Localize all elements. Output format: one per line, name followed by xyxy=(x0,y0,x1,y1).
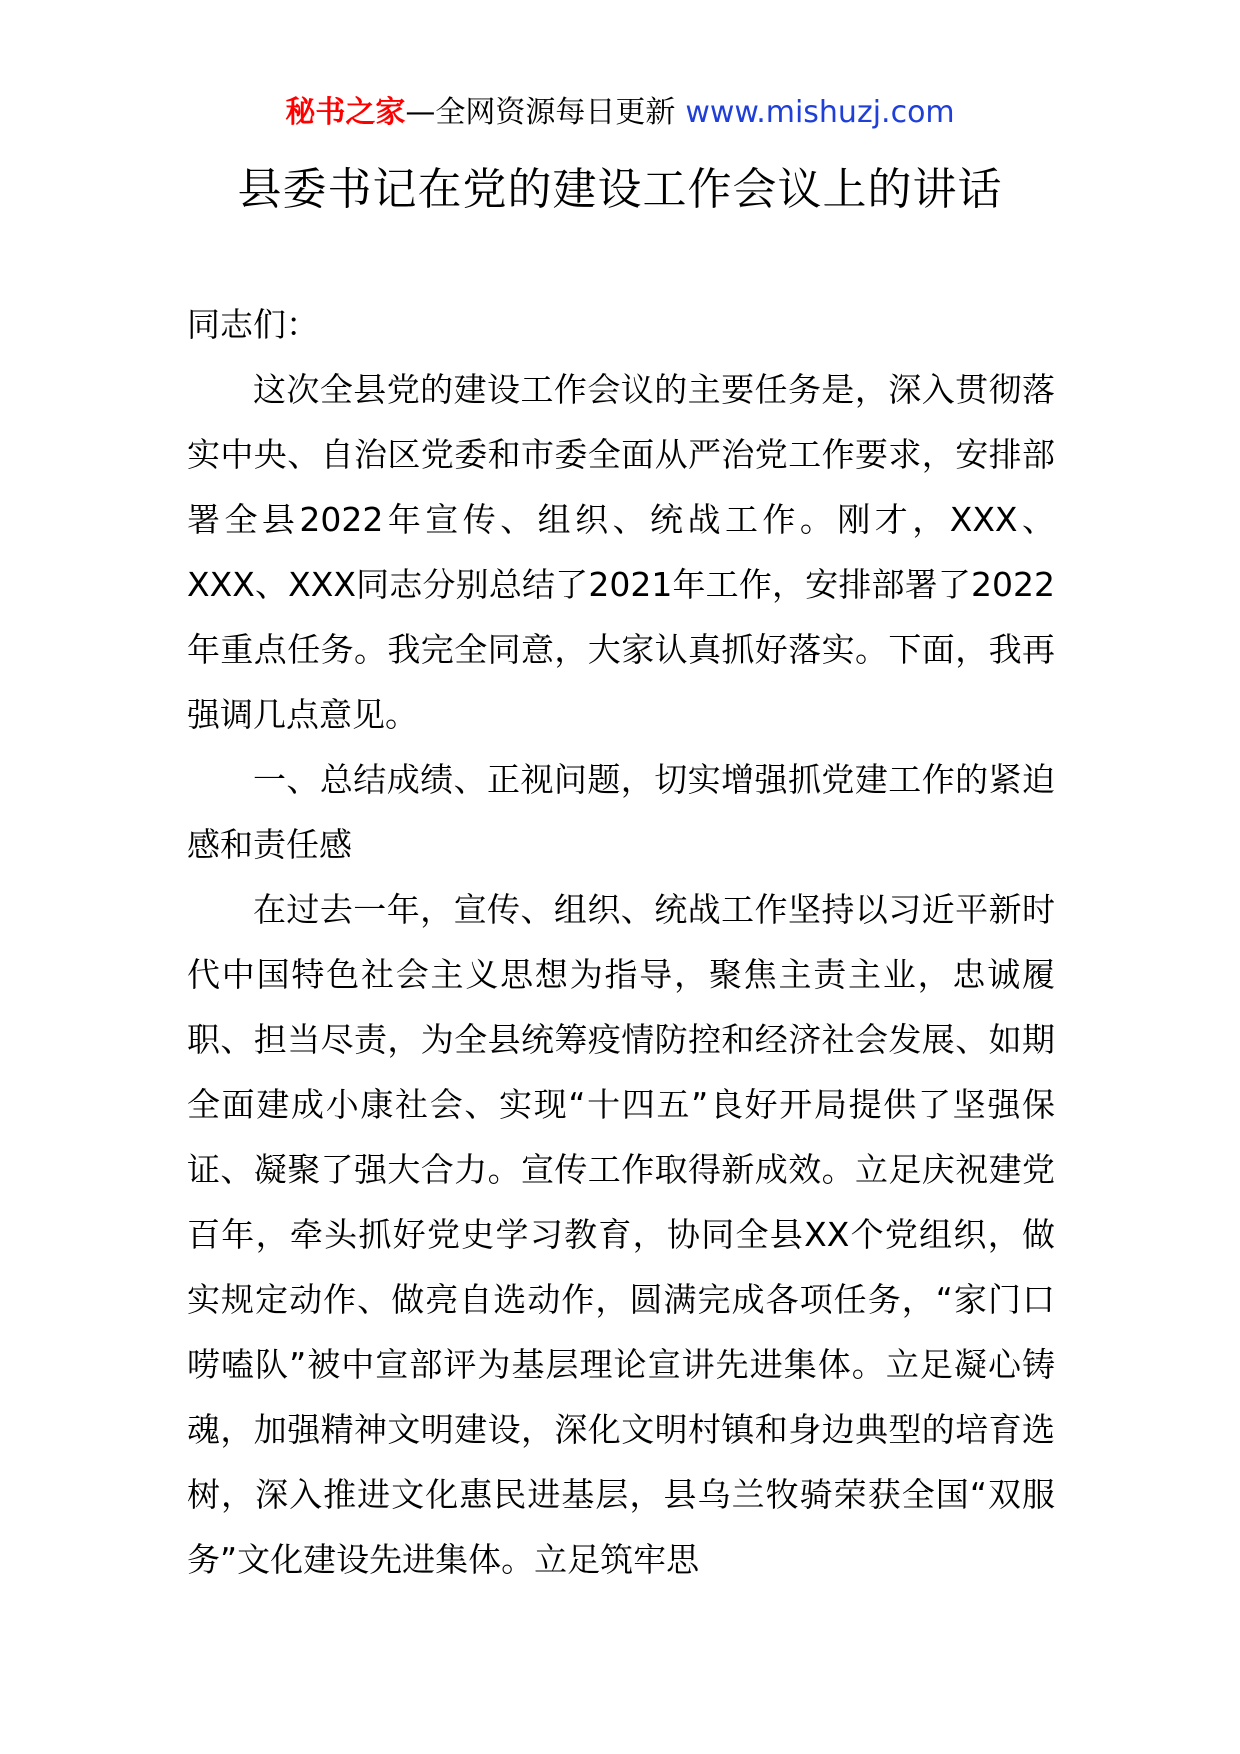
paragraph-achievements: 在过去一年，宣传、组织、统战工作坚持以习近平新时代中国特色社会主义思想为指导，聚焦主责主业，忠诚履职、担当尽责，为全县统筹疫情防控和经济社会发展、如期全面建成小康社会、实现“十四五”良好开局提供了坚强保证、凝聚了强大合力。宣传工作取得新成效。立足庆祝建党百年，牵头抓好党史学习教育，协同全县XX个党组织，做实规定动作、做亮自选动作，圆满完成各项任务，“家门口唠嗑队”被中宣部评为基层理论宣讲先进集体。立足凝心铸魂，加强精神文明建设，深化文明村镇和身边典型的培育选树，深入推进文化惠民进基层，县乌兰牧骑荣获全国“双服务”文化建设先进集体。立足筑牢思 xyxy=(187,890,1055,1579)
document-title: 县委书记在党的建设工作会议上的讲话 xyxy=(237,164,1003,215)
site-header xyxy=(0,92,1240,134)
document-body xyxy=(187,292,1055,1592)
paragraph-intro: 这次全县党的建设工作会议的主要任务是，深入贯彻落实中央、自治区党委和市委全面从严治党工作要求，安排部署全县2022年宣传、组织、统战工作。刚才，XXX、XXX、XXX同志分别总结了2021年工作，安排部署了2022年重点任务。我完全同意，大家认真抓好落实。下面，我再强调几点意见。 xyxy=(187,370,1055,734)
section-heading-1: 一、总结成绩、正视问题，切实增强抓党建工作的紧迫感和责任感 xyxy=(187,760,1055,864)
brand-name: 秘书之家 xyxy=(285,95,406,130)
salutation: 同志们： xyxy=(187,305,319,344)
site-tagline: —全网资源每日更新 xyxy=(405,95,676,130)
site-url-link[interactable]: www.mishuzj.com xyxy=(685,95,955,130)
